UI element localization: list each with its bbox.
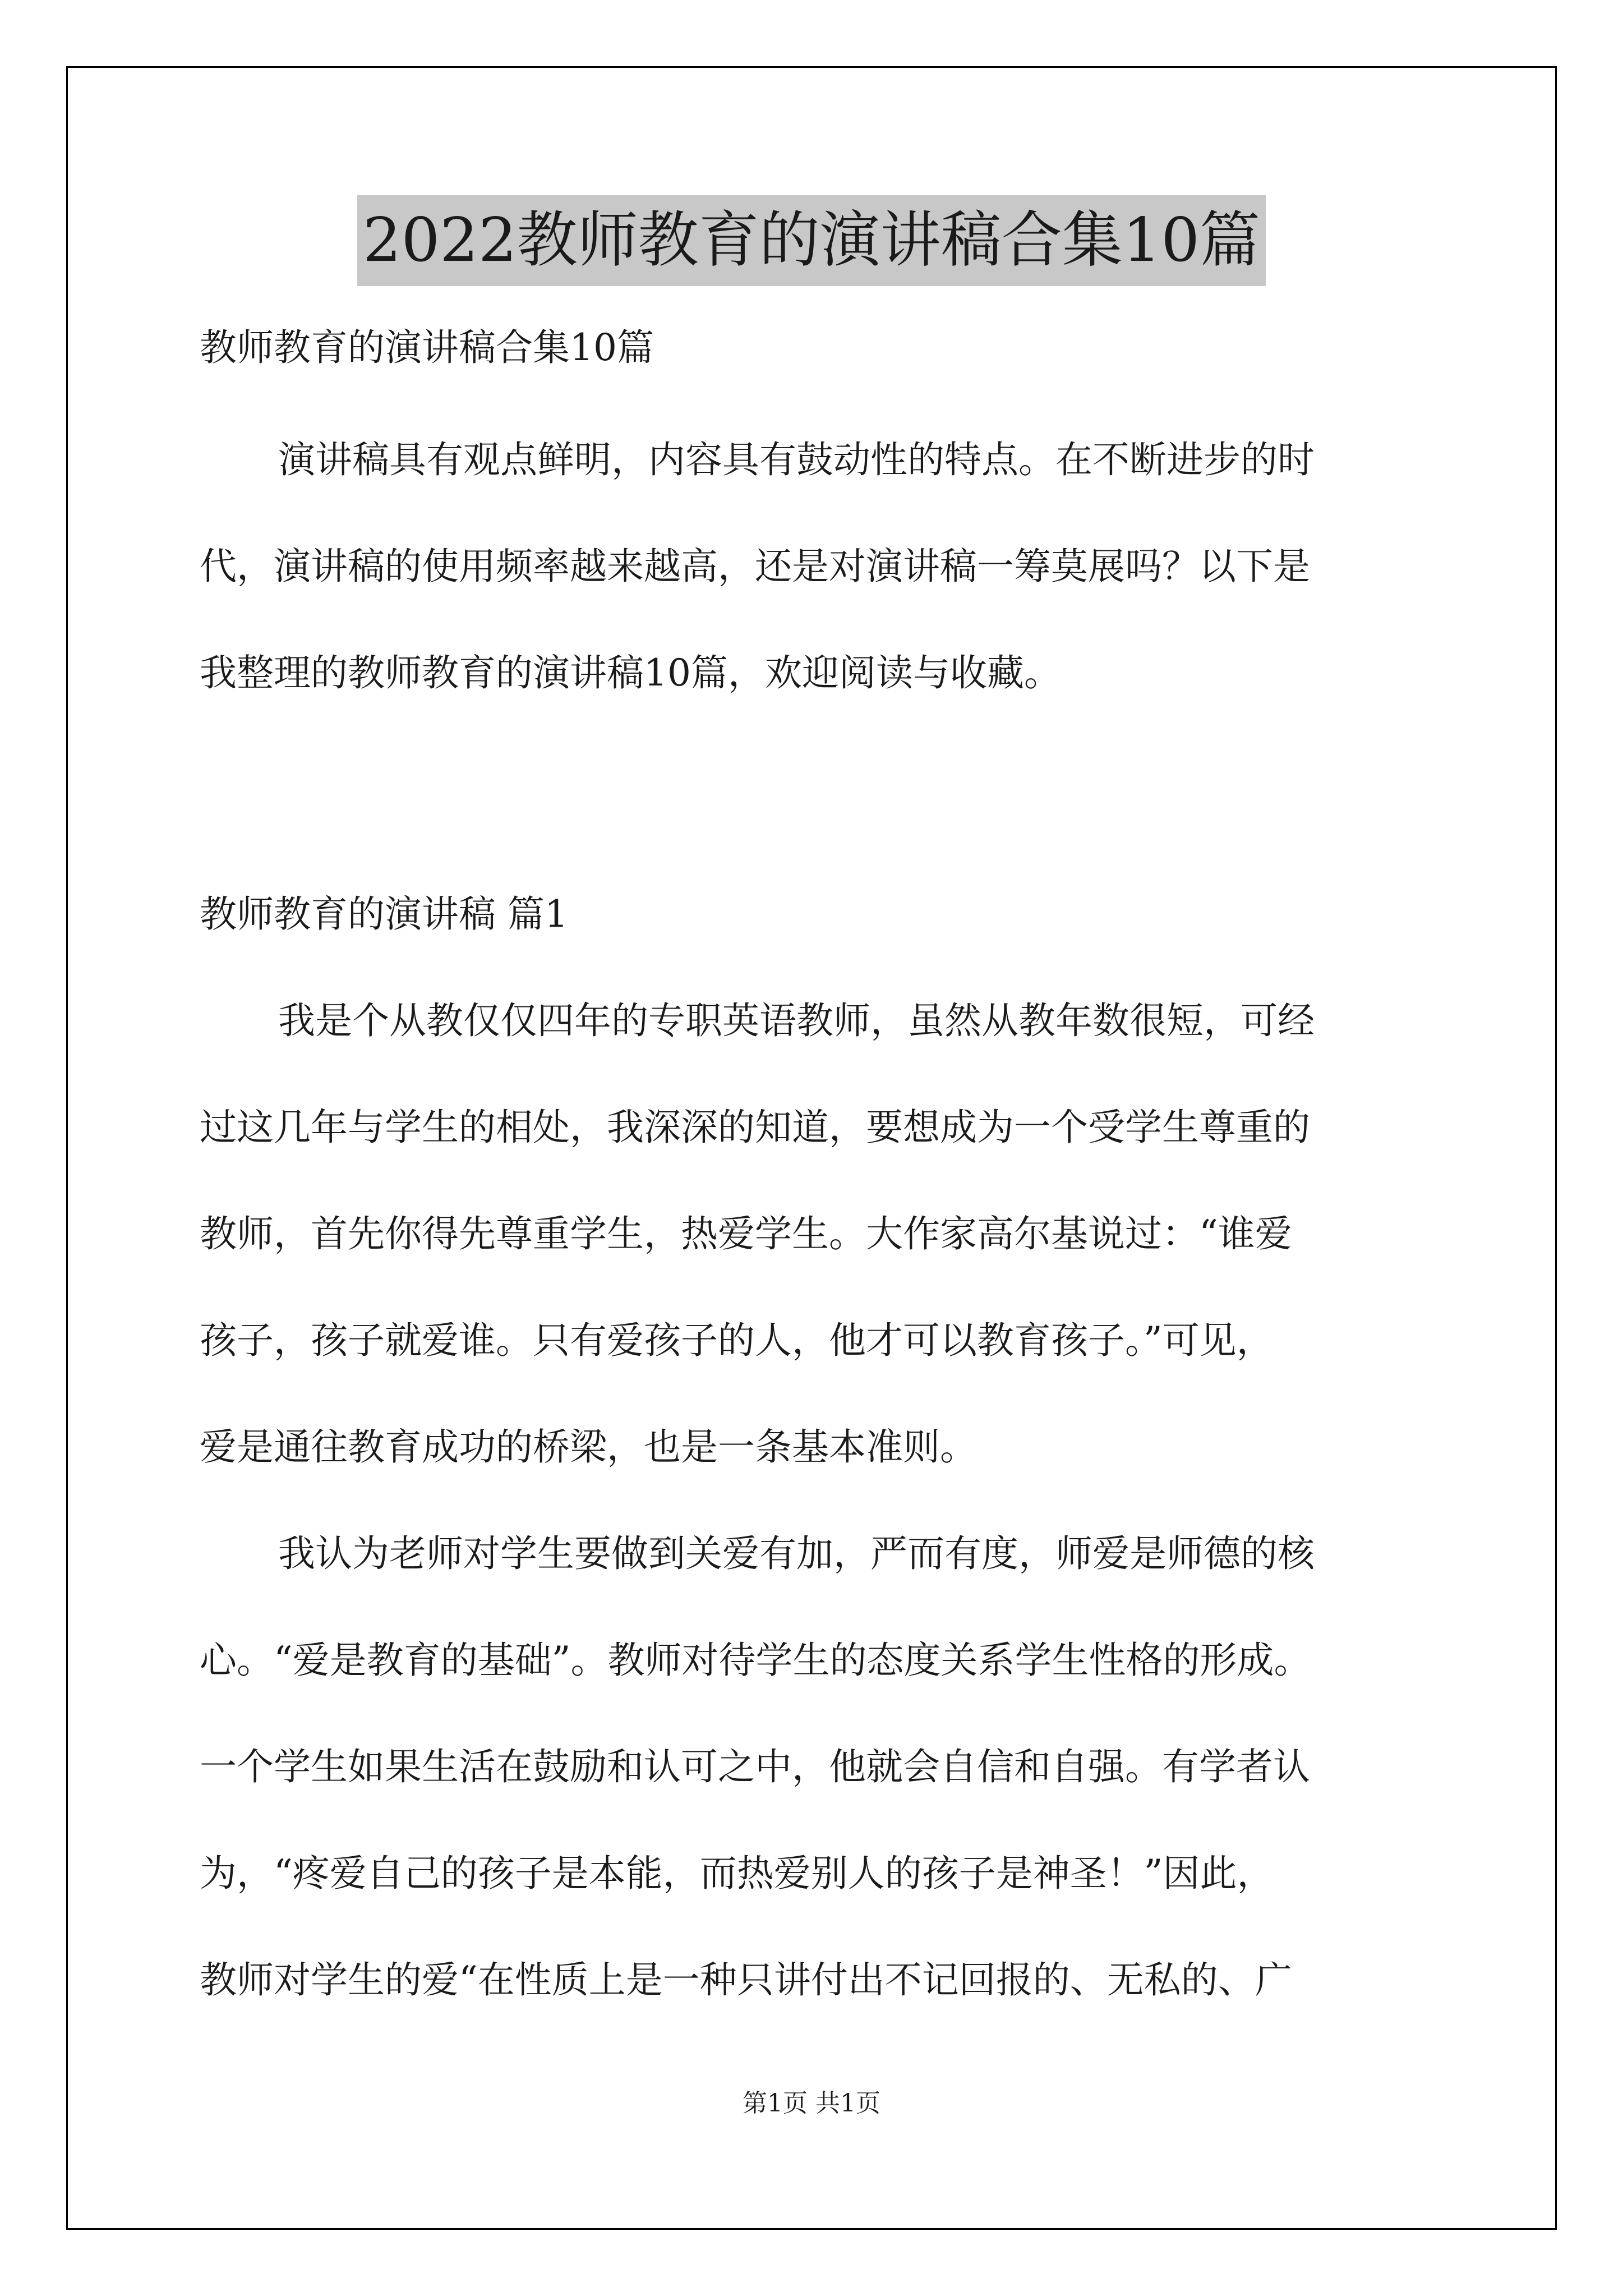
para1-line-3: 教师，首先你得先尊重学生，热爱学生。大作家高尔基说过：“谁爱 <box>200 1212 1292 1255</box>
para2-line-3: 一个学生如果生活在鼓励和认可之中，他就会自信和自强。有学者认 <box>200 1745 1310 1788</box>
para1-line-4: 孩子，孩子就爱谁。只有爱孩子的人，他才可以教育孩子。”可见， <box>200 1319 1274 1362</box>
intro-line-3: 我整理的教师教育的演讲稿10篇，欢迎阅读与收藏。 <box>200 651 1061 694</box>
intro-line-1: 演讲稿具有观点鲜明，内容具有鼓动性的特点。在不断进步的时 <box>278 438 1315 481</box>
para1-line-2: 过这几年与学生的相处，我深深的知道，要想成为一个受学生尊重的 <box>200 1106 1310 1149</box>
page-number-footer: 第1页 共1页 <box>743 2089 880 2118</box>
para2-line-2: 心。“爱是教育的基础”。教师对待学生的态度关系学生性格的形成。 <box>200 1639 1311 1682</box>
para1-line-1: 我是个从教仅仅四年的专职英语教师，虽然从教年数很短，可经 <box>278 999 1315 1042</box>
para1-line-5: 爱是通往教育成功的桥梁，也是一条基本准则。 <box>200 1425 977 1469</box>
section-heading-1: 教师教育的演讲稿 篇1 <box>200 892 568 936</box>
document-title: 2022教师教育的演讲稿合集10篇 <box>357 195 1266 286</box>
para2-line-4: 为，“疼爱自己的孩子是本能，而热爱别人的孩子是神圣！”因此， <box>200 1852 1274 1895</box>
para2-line-5: 教师对学生的爱“在性质上是一种只讲付出不记回报的、无私的、广 <box>200 1958 1292 2001</box>
para2-line-1: 我认为老师对学生要做到关爱有加，严而有度，师爱是师德的核 <box>278 1532 1315 1575</box>
document-subtitle: 教师教育的演讲稿合集10篇 <box>200 326 654 369</box>
intro-line-2: 代，演讲稿的使用频率越来越高，还是对演讲稿一筹莫展吗？以下是 <box>200 545 1310 588</box>
title-container <box>0 195 1623 286</box>
